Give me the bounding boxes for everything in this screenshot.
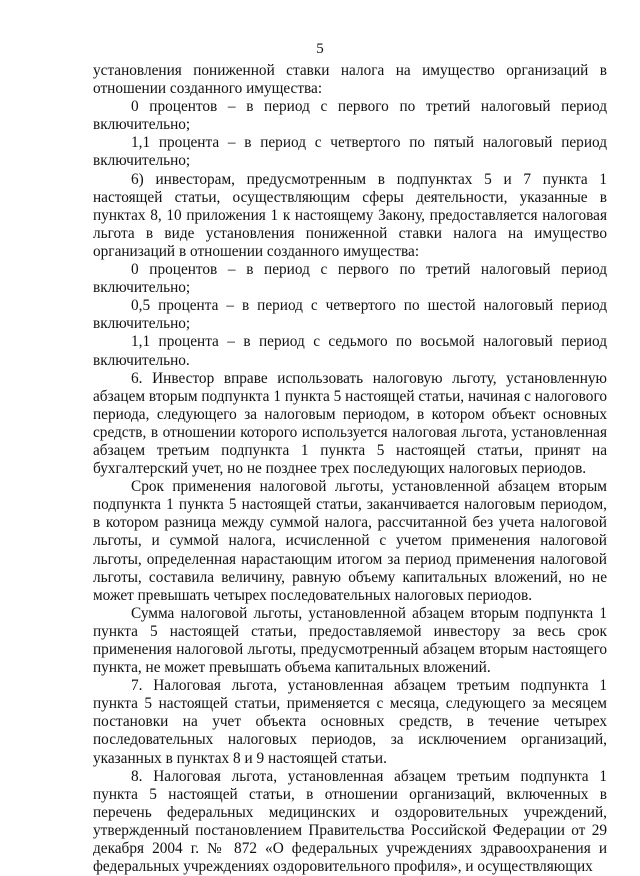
document-body <box>93 62 607 876</box>
paragraph: 0,5 процента – в период с четвертого по шестой налоговый период включительно; <box>93 297 607 333</box>
paragraph: 1,1 процента – в период с седьмого по восьмой налоговый период включительно. <box>93 333 607 369</box>
paragraph: Срок применения налоговой льготы, установленной абзацем вторым подпункта 1 пункта 5 настоящей статьи, заканчивается налоговым периодом, в котором разница между суммой налога, рассчитанной без учета налоговой льготы, и суммой налога, исчисленной с учетом применения налоговой льготы, определенная нарастающим итогом за период применения налоговой льготы, составила величину, равную объему капитальных вложений, но не может превышать четырех последовательных налоговых периодов. <box>93 478 607 604</box>
paragraph: 0 процентов – в период с первого по третий налоговый период включительно; <box>93 98 607 134</box>
paragraph: 7. Налоговая льгота, установленная абзацем третьим подпункта 1 пункта 5 настоящей статьи, применяется с месяца, следующего за месяцем постановки на учет объекта основных средств, в течение четырех последовательных налоговых периодов, за исключением организаций, указанных в пунктах 8 и 9 настоящей статьи. <box>93 677 607 767</box>
paragraph: 6. Инвестор вправе использовать налоговую льготу, установленную абзацем вторым подпункта 1 пункта 5 настоящей статьи, начиная с налогового периода, следующего за налоговым периодом, в котором объект основных средств, в отношении которого используется налоговая льгота, установленная абзацем третьим подпункта 1 пункта 5 настоящей статьи, принят на бухгалтерский учет, но не позднее трех последующих налоговых периодов. <box>93 369 607 478</box>
paragraph: 1,1 процента – в период с четвертого по пятый налоговый период включительно; <box>93 134 607 170</box>
page-number: 5 <box>316 41 324 57</box>
paragraph: установления пониженной ставки налога на имущество организаций в отношении созданного имущества: <box>93 62 607 98</box>
paragraph: 6) инвесторам, предусмотренным в подпунктах 5 и 7 пункта 1 настоящей статьи, осуществляющим сферы деятельности, указанные в пунктах 8, 10 приложения 1 к настоящему Закону, предоставляется налоговая льгота в виде установления пониженной ставки налога на имущество организаций в отношении созданного имущества: <box>93 170 607 260</box>
paragraph: 8. Налоговая льгота, установленная абзацем третьим подпункта 1 пункта 5 настоящей статьи, в отношении организаций, включенных в перечень федеральных медицинских и оздоровительных учреждений, утвержденный постановлением Правительства Российской Федерации от 29 декабря 2004 г. № 872 «О федеральных учреждениях здравоохранения и федеральных учреждениях оздоровительного профиля», и осуществляющих <box>93 767 607 876</box>
paragraph: 0 процентов – в период с первого по третий налоговый период включительно; <box>93 261 607 297</box>
paragraph: Сумма налоговой льготы, установленной абзацем вторым подпункта 1 пункта 5 настоящей статьи, предоставляемой инвестору за весь срок применения налоговой льготы, предусмотренный абзацем вторым настоящего пункта, не может превышать объема капитальных вложений. <box>93 604 607 677</box>
